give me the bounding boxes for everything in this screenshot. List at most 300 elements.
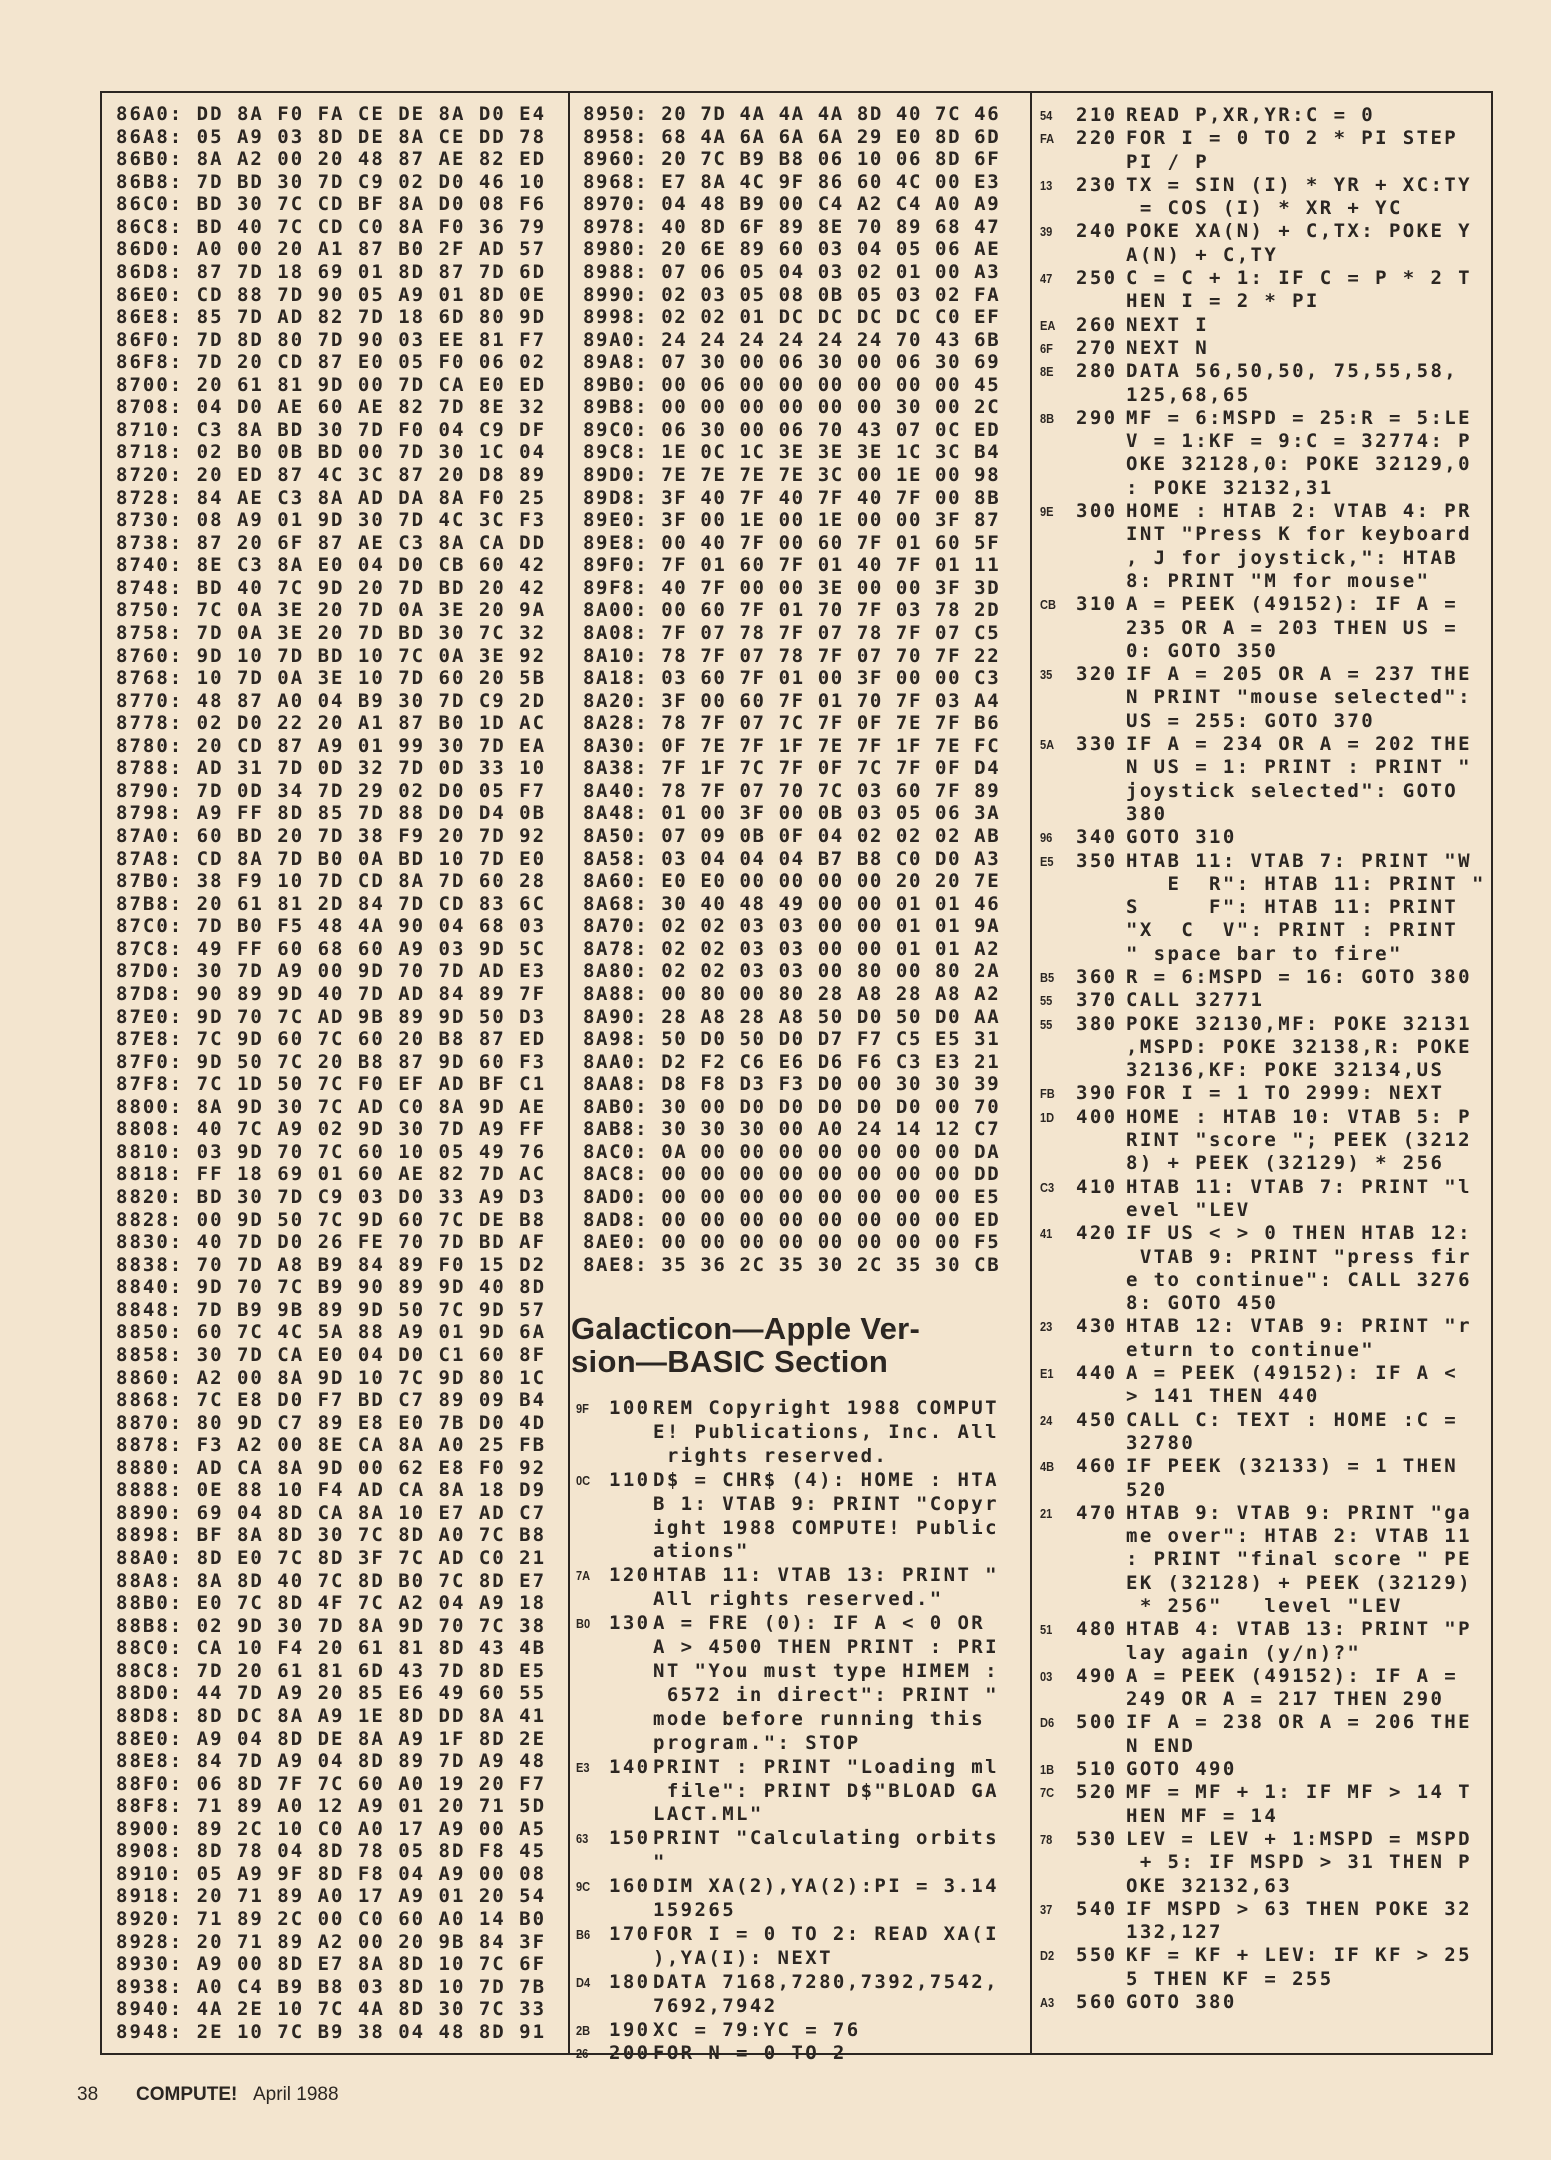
hex-row: 8A48: 01 00 3F 00 0B 03 05 06 3A xyxy=(583,802,1001,825)
line-text-segment: 380 xyxy=(1126,802,1168,825)
line-text-segment: 7692,7942 xyxy=(653,1994,778,2017)
hex-row: 8910: 05 A9 9F 8D F8 04 A9 00 08 xyxy=(116,1862,547,1885)
line-text-segment: GOTO 310 xyxy=(1126,826,1237,849)
checksum: B0 xyxy=(576,1616,591,1632)
hex-row: 88C0: CA 10 F4 20 61 81 8D 43 4B xyxy=(116,1637,547,1660)
basic-line xyxy=(1040,1711,1486,1758)
line-text-segment: CALL 32771 xyxy=(1126,989,1265,1012)
hex-row: 8920: 71 89 2C 00 C0 60 A0 14 B0 xyxy=(116,1908,547,1930)
page-number: 38 xyxy=(77,2084,99,2105)
line-text xyxy=(1126,593,1458,663)
line-text-segment: 32136,KF: POKE 32134,US xyxy=(1126,1059,1445,1082)
line-text xyxy=(1126,1176,1472,1223)
hex-row: 8838: 70 7D A8 B9 84 89 F0 15 D2 xyxy=(116,1253,547,1276)
hex-row: 8A38: 7F 1F 7C 7F 0F 7C 7F 0F D4 xyxy=(583,757,1001,780)
hex-row: 89F8: 40 7F 00 00 3E 00 00 3F 3D xyxy=(583,576,1001,599)
hex-row: 8AB8: 30 30 30 00 A0 24 14 12 C7 xyxy=(583,1118,1001,1141)
line-text-segment: POKE 32130,MF: POKE 32131 xyxy=(1126,1012,1472,1035)
hex-row: 89D0: 7E 7E 7E 7E 3C 00 1E 00 98 xyxy=(583,464,1001,486)
basic-line xyxy=(1040,1944,1486,1991)
basic-line xyxy=(1040,826,1486,849)
checksum: D2 xyxy=(1040,1948,1055,1964)
hex-row: 87F8: 7C 1D 50 7C F0 EF AD BF C1 xyxy=(116,1073,547,1096)
hex-row: 8768: 10 7D 0A 3E 10 7D 60 20 5B xyxy=(116,667,547,690)
line-text xyxy=(1126,1944,1472,1991)
hex-row: 89A0: 24 24 24 24 24 24 70 43 6B xyxy=(583,328,1001,351)
column-divider xyxy=(568,91,570,2055)
basic-line xyxy=(1040,1409,1486,1456)
checksum: 5A xyxy=(1040,737,1055,753)
line-text-segment: 5 THEN KF = 255 xyxy=(1126,1967,1334,1990)
hex-row: 88A0: 8D E0 7C 8D 3F 7C AD C0 21 xyxy=(116,1547,547,1569)
line-text xyxy=(1126,826,1237,849)
hex-row: 8798: A9 FF 8D 85 7D 88 D0 D4 0B xyxy=(116,802,547,825)
basic-line xyxy=(1040,314,1486,337)
line-text-segment: lay again (y/n)?" xyxy=(1126,1641,1362,1664)
checksum: 1B xyxy=(1040,1762,1055,1778)
hex-row: 8898: BF 8A 8D 30 7C 8D A0 7C B8 xyxy=(116,1524,547,1547)
hex-row: 87B0: 38 F9 10 7D CD 8A 7D 60 28 xyxy=(116,870,547,893)
line-text-segment: HTAB 9: VTAB 9: PRINT "ga xyxy=(1126,1501,1472,1524)
checksum: 37 xyxy=(1040,1901,1053,1917)
hex-row: 8AC0: 0A 00 00 00 00 00 00 00 DA xyxy=(583,1140,1001,1163)
hex-row: 86F8: 7D 20 CD 87 E0 05 F0 06 02 xyxy=(116,351,547,374)
line-text xyxy=(1126,1502,1472,1618)
hex-row: 8980: 20 6E 89 60 03 04 05 06 AE xyxy=(583,238,1001,261)
hex-row: 8AC8: 00 00 00 00 00 00 00 00 DD xyxy=(583,1163,1001,1186)
checksum: 47 xyxy=(1040,271,1053,287)
hex-row: 8990: 02 03 05 08 0B 05 03 02 FA xyxy=(583,283,1001,306)
line-text xyxy=(653,1612,999,1755)
hex-row: 86E8: 85 7D AD 82 7D 18 6D 80 9D xyxy=(116,306,547,329)
hex-row: 8868: 7C E8 D0 F7 BD C7 89 09 B4 xyxy=(116,1389,547,1412)
line-text xyxy=(1126,500,1472,593)
line-text-segment: IF A = 205 OR A = 237 THE xyxy=(1126,663,1472,686)
line-text xyxy=(653,2042,847,2066)
hex-row: 8770: 48 87 A0 04 B9 30 7D C9 2D xyxy=(116,689,547,712)
hex-row: 8860: A2 00 8A 9D 10 7C 9D 80 1C xyxy=(116,1366,547,1389)
line-text-segment: E! Publications, Inc. All xyxy=(653,1420,999,1443)
hex-row: 8740: 8E C3 8A E0 04 D0 CB 60 42 xyxy=(116,554,547,577)
line-text-segment: MF = MF + 1: IF MF > 14 T xyxy=(1126,1781,1472,1804)
line-text xyxy=(653,1923,999,1971)
line-text xyxy=(1126,360,1458,407)
line-text-segment: eturn to continue" xyxy=(1126,1338,1376,1361)
hex-row: 8A40: 78 7F 07 70 7C 03 60 7F 89 xyxy=(583,779,1001,802)
line-text xyxy=(653,1397,999,1469)
basic-line xyxy=(576,1612,999,1755)
hex-row: 8890: 69 04 8D CA 8A 10 E7 AD C7 xyxy=(116,1501,547,1524)
line-number: 200 xyxy=(609,2042,651,2065)
line-text xyxy=(1126,966,1472,989)
line-text-segment: A = PEEK (49152): IF A < xyxy=(1126,1362,1459,1385)
line-text-segment: HEN I = 2 * PI xyxy=(1126,290,1320,313)
checksum: B5 xyxy=(1040,969,1055,985)
basic-line xyxy=(576,1564,999,1612)
line-text xyxy=(1126,104,1375,127)
line-text xyxy=(1126,1758,1237,1781)
basic-line xyxy=(576,1397,999,1469)
hex-row: 8700: 20 61 81 9D 00 7D CA E0 ED xyxy=(116,373,547,396)
hex-row: 86D8: 87 7D 18 69 01 8D 87 7D 6D xyxy=(116,260,547,283)
hex-row: 88F0: 06 8D 7F 7C 60 A0 19 20 F7 xyxy=(116,1772,547,1795)
line-number: 130 xyxy=(609,1612,651,1635)
checksum: D4 xyxy=(576,1974,591,1990)
hex-row: 8820: BD 30 7D C9 03 D0 33 A9 D3 xyxy=(116,1186,547,1208)
basic-listing-column-3 xyxy=(1040,104,1486,2014)
hex-row: 86D0: A0 00 20 A1 87 B0 2F AD 57 xyxy=(116,238,547,261)
hex-row: 8A30: 0F 7E 7F 1F 7E 7F 1F 7E FC xyxy=(583,734,1001,757)
basic-line xyxy=(1040,1758,1486,1781)
line-text xyxy=(1126,1665,1458,1712)
basic-line xyxy=(1040,1362,1486,1409)
line-number: 170 xyxy=(609,1922,651,1945)
basic-line xyxy=(576,1971,999,2019)
hex-row: 87C0: 7D B0 F5 48 4A 90 04 68 03 xyxy=(116,915,547,938)
hex-row: 8848: 7D B9 9B 89 9D 50 7C 9D 57 xyxy=(116,1298,547,1321)
hex-row: 8A08: 7F 07 78 7F 07 78 7F 07 C5 xyxy=(583,621,1001,644)
hex-row: 8958: 68 4A 6A 6A 6A 29 E0 8D 6D xyxy=(583,125,1001,148)
line-number: 520 xyxy=(1076,1781,1118,1804)
line-number: 180 xyxy=(609,1970,651,1993)
hex-row: 8970: 04 48 B9 00 C4 A2 C4 A0 A9 xyxy=(583,193,1001,216)
basic-line xyxy=(576,2019,999,2043)
checksum: 6F xyxy=(1040,340,1053,356)
line-text-segment: RINT "score "; PEEK (3212 xyxy=(1126,1129,1472,1152)
ml-hex-listing-column-1 xyxy=(116,103,546,2043)
hex-row: 8730: 08 A9 01 9D 30 7D 4C 3C F3 xyxy=(116,509,547,532)
line-text-segment: MF = 6:MSPD = 25:R = 5:LE xyxy=(1126,406,1472,429)
hex-row: 89E8: 00 40 7F 00 60 7F 01 60 5F xyxy=(583,531,1001,554)
line-number: 510 xyxy=(1076,1758,1118,1781)
line-text-segment: ,MSPD: POKE 32138,R: POKE xyxy=(1126,1035,1472,1058)
checksum: 63 xyxy=(576,1831,589,1847)
heading-line: Galacticon—Apple Ver- xyxy=(571,1311,921,1346)
line-text-segment: POKE XA(N) + C,TX: POKE Y xyxy=(1126,220,1472,243)
checksum: 2B xyxy=(576,2022,591,2038)
line-text xyxy=(653,2019,861,2043)
hex-row: 86B0: 8A A2 00 20 48 87 AE 82 ED xyxy=(116,148,547,171)
line-text xyxy=(653,1971,999,2019)
line-text-segment: KF = KF + LEV: IF KF > 25 xyxy=(1126,1944,1472,1967)
line-number: 250 xyxy=(1076,267,1118,290)
checksum: 9C xyxy=(576,1879,591,1895)
line-text-segment: : PRINT "final score " PE xyxy=(1126,1548,1472,1571)
basic-line xyxy=(1040,1176,1486,1223)
basic-line xyxy=(1040,500,1486,593)
basic-line xyxy=(1040,267,1486,314)
hex-row: 8A98: 50 D0 50 D0 D7 F7 C5 E5 31 xyxy=(583,1028,1001,1051)
hex-row: 8960: 20 7C B9 B8 06 10 06 8D 6F xyxy=(583,148,1001,171)
line-text-segment: ations" xyxy=(653,1540,750,1563)
line-number: 420 xyxy=(1076,1222,1118,1245)
line-text-segment: OKE 32128,0: POKE 32129,0 xyxy=(1126,453,1472,476)
line-number: 320 xyxy=(1076,663,1118,686)
line-text xyxy=(653,1564,999,1612)
line-text xyxy=(1126,733,1472,826)
line-text-segment: * 256" level "LEV xyxy=(1126,1595,1403,1617)
line-text xyxy=(1126,1898,1472,1945)
hex-row: 8AD8: 00 00 00 00 00 00 00 00 ED xyxy=(583,1208,1001,1231)
hex-row: 86F0: 7D 8D 80 7D 90 03 EE 81 F7 xyxy=(116,328,547,351)
checksum: 41 xyxy=(1040,1226,1053,1242)
line-text-segment: READ P,XR,YR:C = 0 xyxy=(1126,104,1376,126)
line-text-segment: 8: GOTO 450 xyxy=(1126,1292,1279,1315)
basic-line xyxy=(1040,127,1486,174)
basic-line xyxy=(1040,1898,1486,1945)
line-text xyxy=(1126,1362,1458,1409)
line-number: 460 xyxy=(1076,1455,1118,1478)
line-text xyxy=(1126,1222,1472,1315)
hex-row: 8AA0: D2 F2 C6 E6 D6 F6 C3 E3 21 xyxy=(583,1050,1001,1073)
line-number: 500 xyxy=(1076,1711,1118,1734)
checksum: 03 xyxy=(1040,1668,1053,1684)
line-text-segment: HTAB 4: VTAB 13: PRINT "P xyxy=(1126,1618,1472,1641)
hex-row: 86C8: BD 40 7C CD C0 8A F0 36 79 xyxy=(116,215,547,238)
hex-row: 86B8: 7D BD 30 7D C9 02 D0 46 10 xyxy=(116,170,547,193)
checksum: 0C xyxy=(576,1472,591,1488)
line-number: 280 xyxy=(1076,360,1118,383)
line-number: 480 xyxy=(1076,1618,1118,1641)
line-number: 540 xyxy=(1076,1897,1118,1920)
line-text xyxy=(1126,127,1458,174)
line-text-segment: 8: PRINT "M for mouse" xyxy=(1126,569,1431,592)
line-text-segment: V = 1:KF = 9:C = 32774: P xyxy=(1126,430,1472,453)
hex-row: 8950: 20 7D 4A 4A 4A 8D 40 7C 46 xyxy=(583,103,1001,125)
basic-line xyxy=(576,1827,999,1875)
hex-row: 89F0: 7F 01 60 7F 01 40 7F 01 11 xyxy=(583,554,1001,577)
ml-hex-listing-column-2 xyxy=(583,103,1000,1276)
hex-row: 8A00: 00 60 7F 01 70 7F 03 78 2D xyxy=(583,599,1001,622)
line-text-segment: VTAB 9: PRINT "press fir xyxy=(1126,1245,1472,1268)
hex-row: 86A0: DD 8A F0 FA CE DE 8A D0 E4 xyxy=(116,103,547,125)
line-text-segment: mode before running this xyxy=(653,1707,986,1730)
hex-row: 8830: 40 7D D0 26 FE 70 7D BD AF xyxy=(116,1231,547,1254)
checksum: 1D xyxy=(1040,1109,1055,1125)
line-number: 370 xyxy=(1076,989,1118,1012)
hex-row: 8840: 9D 70 7C B9 90 89 9D 40 8D xyxy=(116,1276,547,1299)
hex-row: 8738: 87 20 6F 87 AE C3 8A CA DD xyxy=(116,531,547,554)
column-divider xyxy=(1030,91,1032,2055)
line-text xyxy=(653,1875,999,1923)
hex-row: 8968: E7 8A 4C 9F 86 60 4C 00 E3 xyxy=(583,170,1001,193)
basic-line xyxy=(1040,1618,1486,1665)
line-text-segment: 125,68,65 xyxy=(1126,383,1251,406)
basic-line xyxy=(1040,1222,1486,1315)
line-text-segment: S F": HTAB 11: PRINT xyxy=(1126,896,1459,919)
hex-row: 8870: 80 9D C7 89 E8 E0 7B D0 4D xyxy=(116,1411,547,1434)
hex-row: 8728: 84 AE C3 8A AD DA 8A F0 25 xyxy=(116,486,547,509)
hex-row: 8938: A0 C4 B9 B8 03 8D 10 7D 7B xyxy=(116,1975,547,1998)
checksum: 13 xyxy=(1040,177,1053,193)
checksum: EA xyxy=(1040,317,1056,333)
line-text-segment: rights reserved. xyxy=(653,1444,889,1467)
hex-row: 8858: 30 7D CA E0 04 D0 C1 60 8F xyxy=(116,1343,547,1366)
basic-line xyxy=(1040,407,1486,500)
hex-row: 8988: 07 06 05 04 03 02 01 00 A3 xyxy=(583,260,1001,283)
hex-row: 89C0: 06 30 00 06 70 43 07 0C ED xyxy=(583,418,1001,441)
line-text-segment: file": PRINT D$"BLOAD GA xyxy=(653,1779,999,1802)
line-text-segment: HTAB 11: VTAB 7: PRINT "W xyxy=(1126,849,1472,872)
checksum: 35 xyxy=(1040,667,1053,683)
basic-line xyxy=(1040,850,1486,966)
hex-row: 88E0: A9 04 8D DE 8A A9 1F 8D 2E xyxy=(116,1727,547,1750)
hex-row: 8748: BD 40 7C 9D 20 7D BD 20 42 xyxy=(116,576,547,599)
hex-row: 8A28: 78 7F 07 7C 7F 0F 7E 7F B6 xyxy=(583,712,1001,735)
basic-listing-column-2 xyxy=(576,1397,999,2066)
hex-row: 89B0: 00 06 00 00 00 00 00 00 45 xyxy=(583,373,1001,396)
hex-row: 8940: 4A 2E 10 7C 4A 8D 30 7C 33 xyxy=(116,1998,547,2021)
hex-row: 8AE0: 00 00 00 00 00 00 00 00 F5 xyxy=(583,1231,1001,1254)
line-text xyxy=(1126,1991,1237,2014)
line-text-segment: IF US < > 0 THEN HTAB 12: xyxy=(1126,1222,1472,1245)
line-text xyxy=(1126,989,1264,1012)
line-text-segment: 132,127 xyxy=(1126,1921,1223,1944)
line-text xyxy=(1126,407,1472,500)
hex-row: 8878: F3 A2 00 8E CA 8A A0 25 FB xyxy=(116,1434,547,1457)
line-text-segment: B 1: VTAB 9: PRINT "Copyr xyxy=(653,1492,999,1515)
line-text-segment: = COS (I) * XR + YC xyxy=(1126,197,1403,220)
hex-row: 88F8: 71 89 A0 12 A9 01 20 71 5D xyxy=(116,1795,547,1818)
line-number: 350 xyxy=(1076,849,1118,872)
hex-row: 8A88: 00 80 00 80 28 A8 28 A8 A2 xyxy=(583,982,1001,1005)
line-text xyxy=(1126,1781,1472,1828)
line-text xyxy=(1126,314,1209,337)
hex-row: 8A18: 03 60 7F 01 00 3F 00 00 C3 xyxy=(583,667,1001,690)
hex-row: 8720: 20 ED 87 4C 3C 87 20 D8 89 xyxy=(116,464,547,486)
line-number: 440 xyxy=(1076,1362,1118,1385)
line-text-segment: me over": HTAB 2: VTAB 11 xyxy=(1126,1525,1472,1548)
line-text-segment: HOME : HTAB 10: VTAB 5: P xyxy=(1126,1105,1472,1128)
basic-line xyxy=(1040,1502,1486,1618)
hex-row: 8948: 2E 10 7C B9 38 04 48 8D 91 xyxy=(116,2020,547,2043)
line-text xyxy=(1126,220,1472,267)
hex-row: 87E8: 7C 9D 60 7C 60 20 B8 87 ED xyxy=(116,1028,547,1051)
line-text-segment: 520 xyxy=(1126,1478,1168,1501)
hex-row: 8888: 0E 88 10 F4 AD CA 8A 18 D9 xyxy=(116,1479,547,1502)
line-text xyxy=(1126,267,1472,314)
line-number: 240 xyxy=(1076,220,1118,243)
hex-row: 8930: A9 00 8D E7 8A 8D 10 7C 6F xyxy=(116,1953,547,1976)
hex-row: 88B0: E0 7C 8D 4F 7C A2 04 A9 18 xyxy=(116,1592,547,1615)
line-number: 560 xyxy=(1076,1991,1118,2014)
hex-row: 8788: AD 31 7D 0D 32 7D 0D 33 10 xyxy=(116,757,547,780)
issue-date: April 1988 xyxy=(253,2084,339,2105)
line-text-segment: A(N) + C,TY xyxy=(1126,243,1279,266)
checksum: 54 xyxy=(1040,108,1053,123)
checksum: E5 xyxy=(1040,853,1054,869)
line-text-segment: All rights reserved." xyxy=(653,1588,944,1611)
hex-row: 86A8: 05 A9 03 8D DE 8A CE DD 78 xyxy=(116,125,547,148)
line-number: 450 xyxy=(1076,1408,1118,1431)
checksum: 23 xyxy=(1040,1319,1053,1335)
line-text xyxy=(1126,1455,1458,1502)
line-number: 110 xyxy=(609,1468,651,1491)
line-text-segment: FOR I = 1 TO 2999: NEXT xyxy=(1126,1082,1445,1105)
checksum: FB xyxy=(1040,1086,1055,1102)
basic-line xyxy=(576,1756,999,1828)
hex-row: 89D8: 3F 40 7F 40 7F 40 7F 00 8B xyxy=(583,486,1001,509)
line-text-segment: , J for joystick,": HTAB xyxy=(1126,546,1459,569)
line-number: 100 xyxy=(609,1397,651,1419)
hex-row: 8810: 03 9D 70 7C 60 10 05 49 76 xyxy=(116,1140,547,1163)
line-number: 380 xyxy=(1076,1012,1118,1035)
hex-row: 8718: 02 B0 0B BD 00 7D 30 1C 04 xyxy=(116,441,547,464)
line-text-segment: A = FRE (0): IF A < 0 OR xyxy=(653,1612,986,1635)
line-number: 430 xyxy=(1076,1315,1118,1338)
hex-row: 8828: 00 9D 50 7C 9D 60 7C DE B8 xyxy=(116,1208,547,1231)
line-text xyxy=(1126,1828,1472,1898)
hex-row: 88B8: 02 9D 30 7D 8A 9D 70 7C 38 xyxy=(116,1614,547,1637)
line-text-segment: REM Copyright 1988 COMPUT xyxy=(653,1397,999,1419)
checksum: 8B xyxy=(1040,410,1055,426)
line-text xyxy=(1126,1315,1472,1362)
line-text-segment: FOR N = 0 TO 2 xyxy=(653,2042,847,2065)
line-number: 140 xyxy=(609,1755,651,1778)
line-text-segment: program.": STOP xyxy=(653,1731,861,1754)
basic-line xyxy=(1040,1315,1486,1362)
hex-row: 8800: 8A 9D 30 7C AD C0 8A 9D AE xyxy=(116,1095,547,1118)
hex-row: 8850: 60 7C 4C 5A 88 A9 01 9D 6A xyxy=(116,1321,547,1344)
line-number: 550 xyxy=(1076,1944,1118,1967)
line-text-segment: HTAB 12: VTAB 9: PRINT "r xyxy=(1126,1315,1472,1338)
hex-row: 87D0: 30 7D A9 00 9D 70 7D AD E3 xyxy=(116,960,547,983)
line-text-segment: IF MSPD > 63 THEN POKE 32 xyxy=(1126,1897,1472,1920)
hex-row: 8AE8: 35 36 2C 35 30 2C 35 30 CB xyxy=(583,1253,1001,1276)
line-number: 150 xyxy=(609,1827,651,1850)
line-text-segment: A = PEEK (49152): IF A = xyxy=(1126,593,1459,616)
line-text xyxy=(1126,1618,1472,1665)
line-number: 290 xyxy=(1076,406,1118,429)
hex-row: 8818: FF 18 69 01 60 AE 82 7D AC xyxy=(116,1163,547,1186)
line-text-segment: NEXT I xyxy=(1126,313,1210,336)
hex-row: 8AB0: 30 00 D0 D0 D0 D0 D0 00 70 xyxy=(583,1095,1001,1118)
hex-row: 8978: 40 8D 6F 89 8E 70 89 68 47 xyxy=(583,215,1001,238)
checksum: 51 xyxy=(1040,1622,1053,1638)
line-number: 340 xyxy=(1076,826,1118,849)
line-text xyxy=(1126,174,1472,221)
basic-line xyxy=(1040,337,1486,360)
basic-line xyxy=(1040,104,1486,127)
line-number: 410 xyxy=(1076,1175,1118,1198)
checksum: 39 xyxy=(1040,224,1053,240)
line-text xyxy=(1126,1106,1472,1176)
hex-row: 87F0: 9D 50 7C 20 B8 87 9D 60 F3 xyxy=(116,1050,547,1073)
line-text-segment: N US = 1: PRINT : PRINT " xyxy=(1126,756,1472,779)
line-number: 530 xyxy=(1076,1827,1118,1850)
hex-row: 8A70: 02 02 03 03 00 00 01 01 9A xyxy=(583,915,1001,938)
magazine-name: COMPUTE! xyxy=(136,2084,238,2105)
basic-line xyxy=(576,1469,999,1565)
line-text-segment: N PRINT "mouse selected": xyxy=(1126,686,1472,709)
hex-row: 8A10: 78 7F 07 78 7F 07 70 7F 22 xyxy=(583,644,1001,667)
line-text-segment: " xyxy=(653,1851,667,1874)
line-text-segment: PRINT "Calculating orbits xyxy=(653,1827,999,1850)
hex-row: 86E0: CD 88 7D 90 05 A9 01 8D 0E xyxy=(116,283,547,306)
checksum: 7C xyxy=(1040,1785,1055,1801)
hex-row: 8A60: E0 E0 00 00 00 00 20 20 7E xyxy=(583,870,1001,893)
line-number: 190 xyxy=(609,2018,651,2041)
line-text-segment: DATA 56,50,50, 75,55,58, xyxy=(1126,360,1459,383)
line-text-segment: + 5: IF MSPD > 31 THEN P xyxy=(1126,1851,1472,1874)
line-text-segment: HTAB 11: VTAB 7: PRINT "l xyxy=(1126,1175,1472,1198)
line-text-segment: joystick selected": GOTO xyxy=(1126,779,1459,802)
basic-line xyxy=(1040,593,1486,663)
checksum: 55 xyxy=(1040,993,1053,1009)
hex-row: 88C8: 7D 20 61 81 6D 43 7D 8D E5 xyxy=(116,1659,547,1682)
checksum: 24 xyxy=(1040,1412,1053,1428)
hex-row: 87A8: CD 8A 7D B0 0A BD 10 7D E0 xyxy=(116,847,547,870)
